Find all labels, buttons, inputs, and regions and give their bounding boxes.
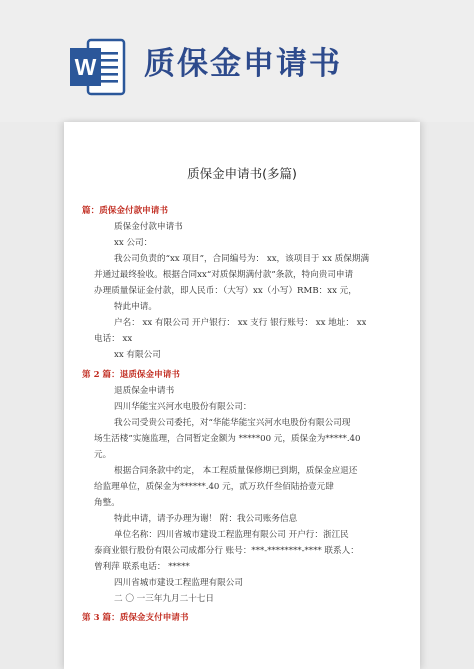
body-line: 角整。 (94, 498, 120, 508)
header-banner (0, 0, 474, 122)
body-line: 根据合同条款中约定， 本工程质量保修期已到期，质保金应退还 (114, 466, 358, 476)
body-line: 二 〇 一三年九月二十七日 (114, 594, 214, 604)
body-line: 场生活楼”实施监理，合同暂定金额为 *****00 元，质保金为*****.40 (94, 434, 361, 444)
svg-text:W: W (74, 54, 97, 80)
body-line: 特此申请。 (114, 302, 157, 312)
section-heading: 第 2 篇：退质保金申请书 (82, 370, 180, 380)
body-line: 我公司负责的“xx 项目”，合同编号为： xx，该项目于 xx 质保期满 (114, 254, 370, 264)
body-line: 四川省城市建设工程监理有限公司 (114, 578, 243, 588)
body-line: 元。 (94, 450, 112, 460)
body-line: 质保金付款申请书 (114, 222, 183, 232)
body-line: 退质保金申请书 (114, 386, 175, 396)
body-line: 四川华能宝兴河水电股份有限公司： (114, 402, 252, 412)
section-heading: 第 3 篇：质保金支付申请书 (82, 613, 189, 623)
body-line: 单位名称：四川省城市建设工程监理有限公司 开户行：浙江民 (114, 530, 349, 540)
word-document-icon (70, 38, 126, 96)
section-heading: 篇：质保金付款申请书 (82, 206, 168, 216)
page-title: 质保金申请书 (144, 46, 342, 82)
body-line: 泰商业银行股份有限公司成都分行 账号：***-********-**** 联系人： (94, 546, 359, 556)
document-page (64, 122, 420, 669)
body-line: xx 有限公司 (114, 350, 161, 360)
body-line: xx 公司： (114, 238, 153, 248)
document-title: 质保金申请书(多篇) (187, 166, 297, 181)
body-line: 特此申请，请予办理为谢！ 附：我公司账务信息 (114, 514, 298, 524)
body-line: 给监理单位，质保金为******.40 元，贰万玖仟叁佰陆拾壹元肆 (94, 482, 334, 492)
body-line: 曾利萍 联系电话： ***** (94, 562, 190, 572)
body-line: 我公司受贵公司委托，对“华能华能宝兴河水电股份有限公司现 (114, 418, 351, 428)
body-line: 电话： xx (94, 334, 133, 344)
body-line: 户名： xx 有限公司 开户银行： xx 支行 银行账号： xx 地址： xx (114, 318, 367, 328)
body-line: 办理质量保证金付款，即人民币：（大写）xx（小写）RMB：xx 元， (94, 286, 357, 296)
body-line: 并通过最终验收。根据合同xx“对质保期满付款”条款，特向贵司申请 (94, 270, 354, 280)
